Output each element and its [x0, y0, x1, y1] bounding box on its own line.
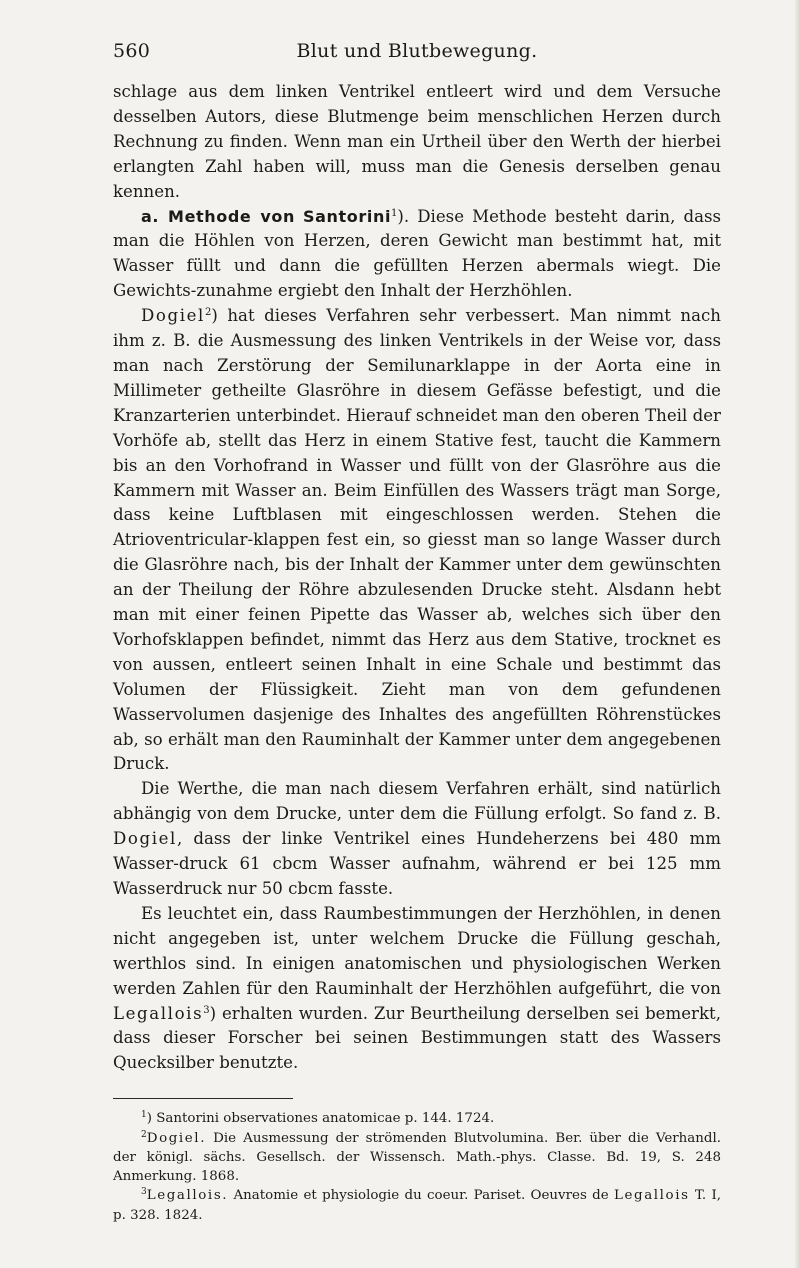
paragraph-5-text-a: Es leuchtet ein, dass Raumbestimmungen der Herzhöhlen, in denen nicht angegeben ist, unter welchem Drucke die Füllung geschah, werthlos sind. In einigen anatomischen und physiologischen Werken werden Zahlen für den Rauminhalt der Herzhöhlen aufgeführt, die von: [113, 903, 721, 998]
paragraph-3: [113, 304, 721, 777]
footnote-2: [113, 1129, 721, 1187]
footnote-1: [113, 1109, 721, 1128]
footnote-2-mark: 2: [141, 1129, 147, 1140]
footnote-3-author-2: Legallois: [614, 1188, 690, 1204]
paragraph-3-text: ) hat dieses Verfahren sehr verbessert. Man nimmt nach ihm z. B. die Ausmessung des linken Ventrikels in der Weise vor, dass man nach Zerstörung der Semilunarklappe in der Aorta eine in Millimeter getheilte Glasröhre in diesem Gefässe befestigt, und die Kranzarterien unterbindet. Hierauf schneidet man den oberen Theil der Vorhöfe ab, stellt das Herz in einem Stative fest, taucht die Kammern bis an den Vorhofrand in Wasser und füllt von der Glasröhre aus die Kammern mit Wasser an. Beim Einfüllen des Wassers trägt man Sorge, dass keine Luftblasen mit eingeschlossen werden. Stehen die Atrioventricular-klappen fest ein, so giesst man so lange Wasser durch die Glasröhre nach, bis der Inhalt der Kammer unter dem gewünschten an der Theilung der Röhre abzulesenden Drucke steht. Alsdann hebt man mit einer feinen Pipette das Wasser ab, welches sich über den Vorhofsklappen befindet, nimmt das Herz aus dem Stative, trocknet es von aussen, entleert seinen Inhalt in eine Schale und bestimmt das Volumen der Flüssigkeit. Zieht man von dem gefundenen Wasservolumen dasjenige des Inhaltes des angefüllten Röhrenstückes ab, so erhält man den Rauminhalt der Kammer unter dem angegebenen Druck.: [113, 306, 721, 774]
page-number: 560: [113, 40, 151, 62]
footnote-1-mark: 1: [141, 1110, 147, 1121]
page: [113, 38, 721, 1225]
author-dogiel: Dogiel: [141, 306, 205, 326]
footnote-3-text-2: T. I, p. 328. 1824.: [113, 1188, 721, 1223]
method-heading: a. Methode von: [141, 206, 295, 226]
footnote-3-text: Anatomie et physiologie du coeur. Pariset. Oeuvres de: [228, 1188, 609, 1204]
running-head: Blut und Blutbewegung.: [296, 40, 538, 62]
footnotes: [113, 1109, 721, 1225]
paragraph-2: [113, 205, 721, 305]
footnote-rule: [113, 1098, 293, 1099]
paragraph-2-text: ). Diese Methode besteht darin, dass man die Höhlen von Herzen, deren Gewicht man bestimmt hat, mit Wasser füllt und dann die gefüllten Herzen abermals wiegt. Die Gewichts-zunahme ergiebt den Inhalt der Herzhöhlen.: [113, 206, 721, 301]
footnote-2-author: Dogiel.: [146, 1130, 207, 1146]
page-edge-shadow: [794, 0, 800, 1268]
paragraph-4-text-b: , dass der linke Ventrikel eines Hundeherzens bei 480 mm Wasser-druck 61 cbcm Wasser aufnahm, während er bei 125 mm Wasserdruck nur 50 cbcm fasste.: [113, 829, 721, 898]
paragraph-5: [113, 902, 721, 1076]
paragraph-5-text-b: ) erhalten wurden. Zur Beurtheilung derselben sei bemerkt, dass dieser Forscher bei seinen Bestimmungen statt des Wassers Quecksilber benutzte.: [113, 1003, 721, 1073]
page-header: [113, 38, 721, 68]
footnote-1-text: ) Santorini observationes anatomicae p. 144. 1724.: [146, 1111, 495, 1127]
footnote-ref-1[interactable]: 1: [391, 207, 398, 219]
body-text: [113, 80, 721, 1076]
footnote-2-text: Die Ausmessung der strömenden Blutvolumina. Ber. über die Verhandl. der königl. sächs. Gesellsch. der Wissensch. Math.-phys. Classe. Bd. 19, S. 248 Anmerkung. 1868.: [113, 1130, 721, 1185]
author-dogiel-2: Dogiel: [113, 829, 177, 849]
footnote-3-mark: 3: [141, 1187, 147, 1198]
paragraph-4-text-a: Die Werthe, die man nach diesem Verfahren erhält, sind natürlich abhängig von dem Drucke, unter dem die Füllung erfolgt. So fand z. B.: [113, 779, 721, 824]
footnote-ref-2[interactable]: 2: [204, 307, 212, 319]
footnote-ref-3[interactable]: 3: [203, 1004, 210, 1016]
paragraph-4: [113, 777, 721, 902]
author-santorini: Santorini: [303, 206, 392, 226]
footnote-3: [113, 1186, 721, 1225]
author-legallois: Legallois: [113, 1003, 204, 1023]
paragraph-1: schlage aus dem linken Ventrikel entleert wird und dem Versuche desselben Autors, diese Blutmenge beim menschlichen Herzen durch Rechnung zu finden. Wenn man ein Urtheil über den Werth der hierbei erlangten Zahl haben will, muss man die Genesis derselben genau kennen.: [113, 82, 721, 201]
footnote-3-author: Legallois.: [146, 1188, 229, 1204]
